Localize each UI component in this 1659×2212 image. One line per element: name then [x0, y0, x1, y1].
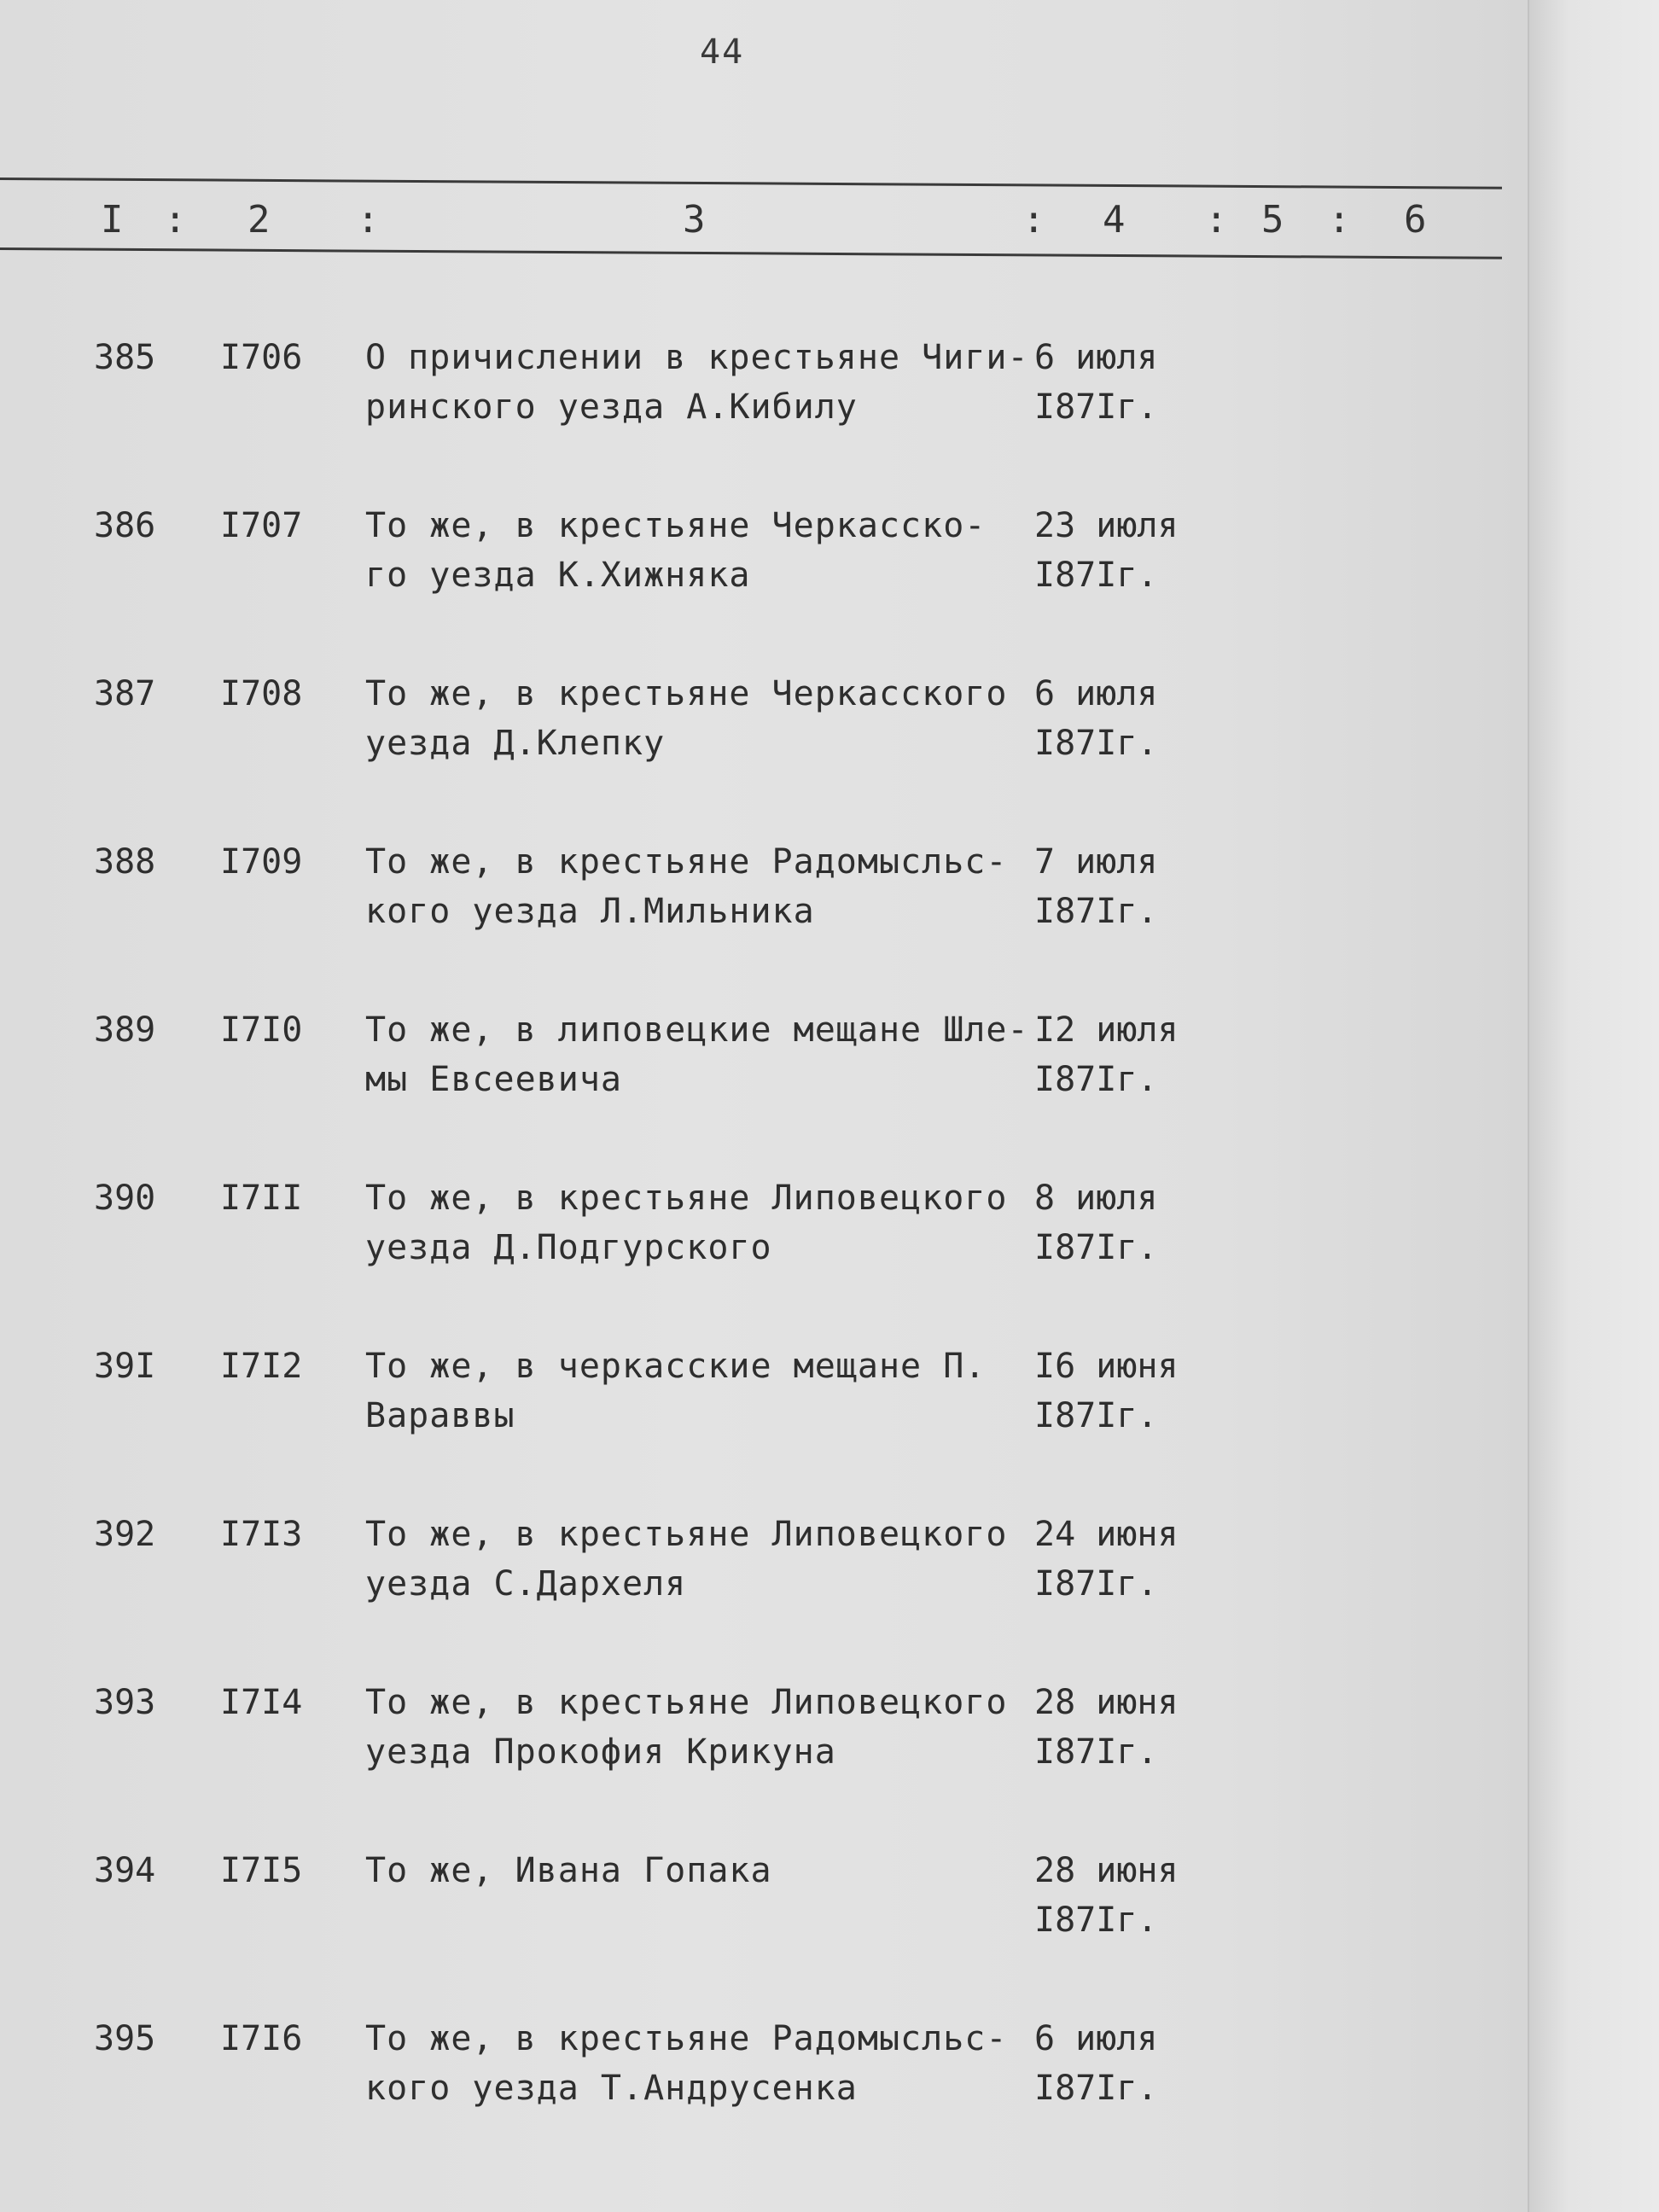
record-title-line: То же, в крестьяне Липовецкого: [365, 1683, 1008, 1722]
record-title: [365, 1342, 986, 1441]
record-date-year: I87Iг.: [1034, 387, 1158, 427]
record-number: 39I: [94, 1347, 156, 1386]
record-title: [365, 1846, 772, 1895]
table-row: [0, 501, 1528, 620]
record-date-day: 23 июля: [1034, 506, 1179, 545]
record-title-line: уезда Д.Подгурского: [365, 1228, 772, 1267]
record-date: [1034, 1005, 1179, 1104]
record-title: [365, 2014, 1007, 2113]
record-date-day: I6 июня: [1034, 1347, 1179, 1386]
record-number: 394: [94, 1851, 156, 1890]
table-row: [0, 1342, 1528, 1461]
record-date-day: 6 июля: [1034, 674, 1158, 713]
table-row: [0, 1846, 1528, 1965]
case-number: I7I4: [220, 1683, 303, 1722]
record-title: [365, 1678, 1007, 1777]
record-title: [365, 1005, 1029, 1104]
record-date-year: I87Iг.: [1034, 1228, 1158, 1267]
record-title-line: кого уезда Л.Мильника: [365, 892, 815, 931]
record-date-day: 24 июня: [1034, 1515, 1179, 1554]
table-row: [0, 669, 1528, 789]
column-header-1: I: [101, 198, 124, 242]
record-date-year: I87Iг.: [1034, 1901, 1158, 1940]
table-row: [0, 1173, 1528, 1293]
record-title-line: То же, в крестьяне Липовецкого: [365, 1515, 1008, 1554]
record-title-line: О причислении в крестьяне Чиги-: [365, 338, 1029, 377]
record-number: 388: [94, 842, 156, 882]
record-date: [1034, 1678, 1179, 1777]
case-number: I7I5: [220, 1851, 303, 1890]
column-header-6: 6: [1404, 198, 1427, 242]
record-title: [365, 669, 1007, 768]
page-number: 44: [700, 32, 745, 72]
page-edge: [1528, 0, 1659, 2212]
case-number: I7I3: [220, 1515, 303, 1554]
record-date: [1034, 1846, 1179, 1945]
record-date: [1034, 501, 1179, 600]
record-title-line: мы Евсеевича: [365, 1060, 622, 1099]
case-number: I708: [220, 674, 303, 713]
record-date-day: 28 июня: [1034, 1683, 1179, 1722]
record-title-line: го уезда К.Хижняка: [365, 556, 751, 595]
record-date-day: 8 июля: [1034, 1179, 1158, 1218]
record-title-line: То же, в крестьяне Радомысльс-: [365, 2019, 1008, 2058]
column-header-4: 4: [1103, 198, 1126, 242]
record-date: [1034, 2014, 1158, 2113]
record-title-line: кого уезда Т.Андрусенка: [365, 2069, 858, 2108]
record-number: 387: [94, 674, 156, 713]
record-date: [1034, 1173, 1158, 1272]
record-title-line: То же, Ивана Гопака: [365, 1851, 772, 1890]
case-number: I707: [220, 506, 303, 545]
column-separator: :: [1022, 198, 1045, 242]
record-date-year: I87Iг.: [1034, 1732, 1158, 1772]
record-date: [1034, 837, 1158, 936]
record-date-day: 6 июля: [1034, 2019, 1158, 2058]
record-title-line: уезда Д.Клепку: [365, 724, 666, 763]
table-row: [0, 333, 1528, 452]
record-date-day: 28 июня: [1034, 1851, 1179, 1890]
case-number: I706: [220, 338, 303, 377]
record-number: 392: [94, 1515, 156, 1554]
column-separator: :: [357, 198, 380, 242]
record-title: [365, 333, 1029, 432]
record-date: [1034, 1342, 1179, 1441]
record-title-line: Вараввы: [365, 1396, 515, 1435]
column-separator: :: [1205, 198, 1228, 242]
column-header-2: 2: [247, 198, 271, 242]
record-date-day: 6 июля: [1034, 338, 1158, 377]
record-date-year: I87Iг.: [1034, 1564, 1158, 1604]
case-number: I7II: [220, 1179, 303, 1218]
table-row: [0, 2014, 1528, 2133]
case-number: I7I6: [220, 2019, 303, 2058]
table-row: [0, 1678, 1528, 1797]
record-number: 390: [94, 1179, 156, 1218]
record-number: 389: [94, 1010, 156, 1050]
column-header-5: 5: [1261, 198, 1284, 242]
record-date-year: I87Iг.: [1034, 724, 1158, 763]
record-title-line: То же, в крестьяне Черкасско-: [365, 506, 987, 545]
record-title: [365, 1173, 1007, 1272]
record-date-year: I87Iг.: [1034, 556, 1158, 595]
record-number: 385: [94, 338, 156, 377]
table-row: [0, 837, 1528, 957]
record-title-line: То же, в крестьяне Липовецкого: [365, 1179, 1008, 1218]
record-date: [1034, 333, 1158, 432]
record-date-day: I2 июля: [1034, 1010, 1179, 1050]
record-number: 386: [94, 506, 156, 545]
record-date-year: I87Iг.: [1034, 892, 1158, 931]
record-date-year: I87Iг.: [1034, 1396, 1158, 1435]
record-title-line: То же, в крестьяне Радомысльс-: [365, 842, 1008, 882]
record-title-line: уезда Прокофия Крикуна: [365, 1732, 836, 1772]
case-number: I709: [220, 842, 303, 882]
record-title-line: уезда С.Дархеля: [365, 1564, 687, 1604]
record-title-line: То же, в липовецкие мещане Шле-: [365, 1010, 1029, 1050]
record-title: [365, 1510, 1007, 1609]
record-title: [365, 501, 986, 600]
case-number: I7I2: [220, 1347, 303, 1386]
record-number: 393: [94, 1683, 156, 1722]
case-number: I7I0: [220, 1010, 303, 1050]
record-title: [365, 837, 1007, 936]
record-title-line: То же, в крестьяне Черкасского: [365, 674, 1008, 713]
table-row: [0, 1005, 1528, 1125]
record-date: [1034, 669, 1158, 768]
record-date-year: I87Iг.: [1034, 1060, 1158, 1099]
record-date-day: 7 июля: [1034, 842, 1158, 882]
column-separator: :: [1328, 198, 1351, 242]
record-title-line: ринского уезда А.Кибилу: [365, 387, 858, 427]
record-date-year: I87Iг.: [1034, 2069, 1158, 2108]
record-number: 395: [94, 2019, 156, 2058]
record-title-line: То же, в черкасские мещане П.: [365, 1347, 987, 1386]
record-date: [1034, 1510, 1179, 1609]
table-row: [0, 1510, 1528, 1629]
column-header-3: 3: [683, 198, 706, 242]
column-separator: :: [164, 198, 187, 242]
